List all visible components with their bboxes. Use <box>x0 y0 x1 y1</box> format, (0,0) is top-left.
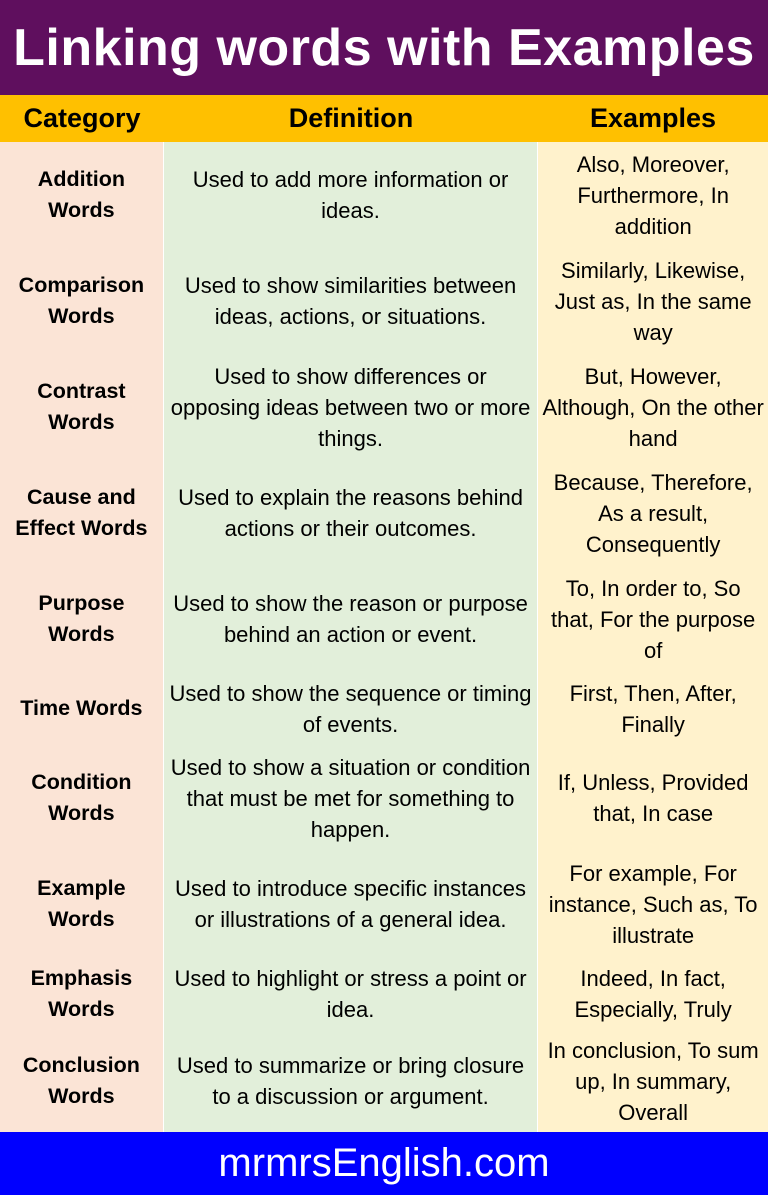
examples-cell: Also, Moreover, Furthermore, In addition <box>576 151 730 239</box>
category-cell: Time Words <box>20 696 143 720</box>
category-cell: Addition Words <box>37 167 125 222</box>
header-examples: Examples <box>589 103 717 133</box>
definition-cell: Used to introduce specific instances or illustrations of a general idea. <box>175 876 527 932</box>
definition-cell: Used to summarize or bring closure to a discussion or argument. <box>176 1053 525 1109</box>
examples-column <box>538 142 768 1132</box>
linking-words-table <box>0 142 768 1132</box>
examples-cell: To, In order to, So that, For the purpose of <box>551 575 756 663</box>
footer-website: mrmrsEnglish.com <box>0 1132 768 1195</box>
definition-cell: Used to show differences or opposing ideas between two or more things. <box>170 363 531 451</box>
definition-cell: Used to add more information or ideas. <box>192 167 509 223</box>
examples-cell: Indeed, In fact, Especially, Truly <box>574 965 732 1022</box>
header-category: Category <box>23 103 141 133</box>
definition-cell: Used to show the reason or purpose behind an action or event. <box>173 591 528 647</box>
definition-cell: Used to show a situation or condition that must be met for something to happen. <box>170 754 531 842</box>
definition-cell: Used to highlight or stress a point or idea. <box>174 965 527 1022</box>
category-cell: Contrast Words <box>37 379 126 434</box>
category-cell: Condition Words <box>31 770 132 825</box>
examples-cell: First, Then, After, Finally <box>569 680 737 737</box>
examples-cell: Similarly, Likewise, Just as, In the same way <box>554 257 752 345</box>
examples-cell: In conclusion, To sum up, In summary, Overall <box>547 1037 759 1125</box>
examples-cell: For example, For instance, Such as, To illustrate <box>548 860 758 948</box>
examples-cell: If, Unless, Provided that, In case <box>557 770 749 826</box>
category-cell: Comparison Words <box>18 273 145 328</box>
table-header <box>0 95 768 142</box>
examples-cell: But, However, Although, On the other hand <box>542 363 764 451</box>
category-cell: Example Words <box>37 876 126 931</box>
category-cell: Purpose Words <box>38 591 125 646</box>
definition-column <box>164 142 539 1132</box>
header-definition: Definition <box>288 103 414 133</box>
examples-cell: Because, Therefore, As a result, Consequently <box>553 469 753 557</box>
definition-cell: Used to show similarities between ideas, actions, or situations. <box>184 273 517 329</box>
definition-cell: Used to show the sequence or timing of events. <box>169 680 532 737</box>
category-cell: Cause and Effect Words <box>15 485 148 540</box>
page-title: Linking words with Examples <box>0 0 768 95</box>
category-cell: Emphasis Words <box>30 965 133 1021</box>
category-cell: Conclusion Words <box>22 1053 140 1108</box>
category-column <box>0 142 164 1132</box>
definition-cell: Used to explain the reasons behind actions or their outcomes. <box>178 485 523 541</box>
